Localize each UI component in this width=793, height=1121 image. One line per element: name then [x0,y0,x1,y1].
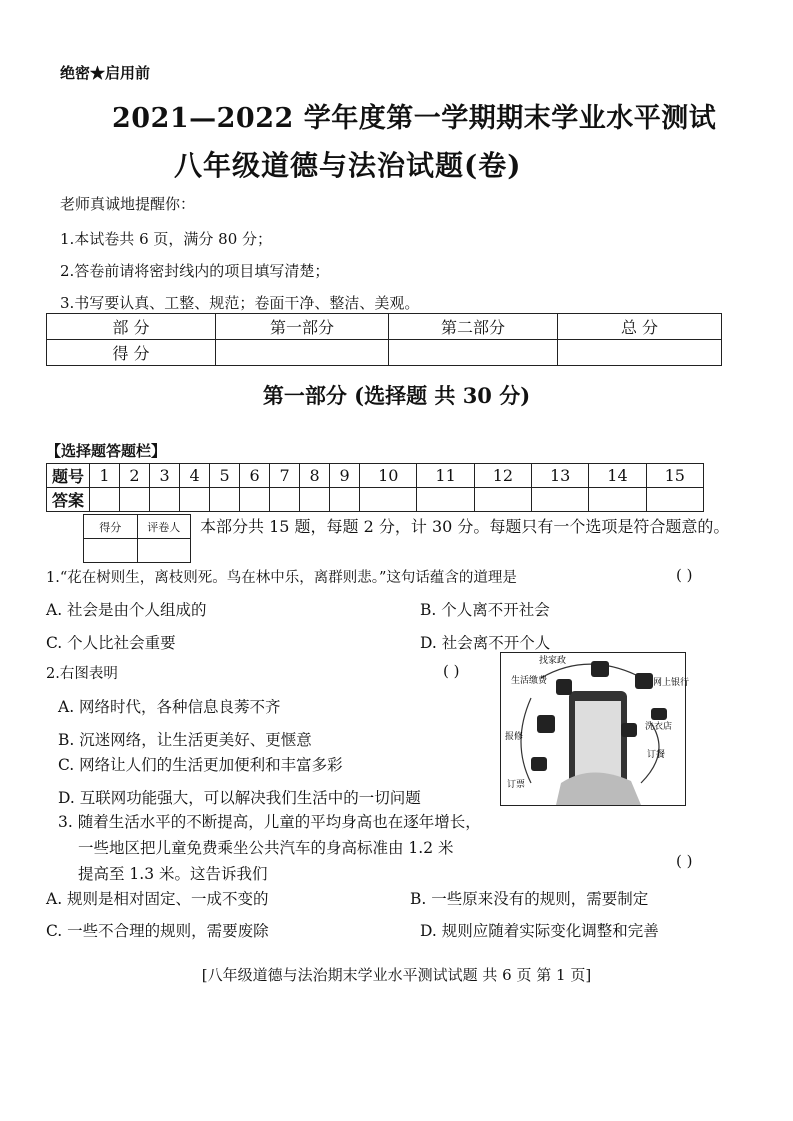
option: A. 规则是相对固定、一成不变的 [46,890,269,908]
figure-label: 找家政 [539,656,567,666]
answer-cell[interactable] [90,488,120,512]
bill-icon [556,679,572,695]
question-number-cell: 9 [330,464,360,488]
page-footer: [八年级道德与法治期末学业水平测试试题 共 6 页 第 1 页] [201,966,592,984]
answer-cell[interactable] [589,488,646,512]
answer-cell[interactable] [180,488,210,512]
figure-label: 生活缴费 [511,676,548,686]
score-table [46,313,722,366]
option: A. 社会是由个人组成的 [46,601,207,619]
reminder-item: 2.答卷前请将密封线内的项目填写清楚； [60,262,330,280]
answer-paren: ( ) [443,662,460,680]
score-header: 第二部分 [389,314,558,340]
option: B. 个人离不开社会 [420,601,550,619]
reminder-item: 1.本试卷共 6 页，满分 80 分； [60,230,273,248]
option: C. 网络让人们的生活更加便利和丰富多彩 [58,756,343,774]
answer-cell[interactable] [150,488,180,512]
grader-cell[interactable] [137,539,191,563]
confidential-label: 绝密★启用前 [60,64,151,82]
answer-cell[interactable] [300,488,330,512]
question-number-cell: 3 [150,464,180,488]
answer-cell[interactable] [417,488,474,512]
figure-label: 订餐 [647,750,666,760]
exam-subtitle: 八年级道德与法治试题(卷) [174,149,522,182]
grader-header: 得分 [84,515,138,539]
answer-cell[interactable] [532,488,589,512]
question-number-cell: 12 [474,464,531,488]
option: D. 互联网功能强大，可以解决我们生活中的一切问题 [58,789,421,807]
answer-cell[interactable] [270,488,300,512]
answer-table [46,463,704,512]
smartphone-services-figure [500,652,690,806]
part1-intro: 本部分共 15 题，每题 2 分，计 30 分。每题只有一个选项是符合题意的。 [200,517,730,536]
grader-cell[interactable] [84,539,138,563]
question-stem: 2.右图表明 [46,666,118,682]
score-cell[interactable] [216,340,389,366]
answer-box-label: 【选择题答题栏】 [46,442,167,460]
question-number-cell: 5 [210,464,240,488]
figure-drawing [501,653,690,805]
answer-cell[interactable] [646,488,703,512]
answer-cell[interactable] [360,488,417,512]
figure-label: 订票 [507,780,526,790]
option: A. 网络时代，各种信息良莠不齐 [58,698,281,716]
option: D. 社会离不开个人 [420,634,551,652]
exam-title: 2021—2022 学年度第一学期期末学业水平测试 [112,103,717,134]
figure-label: 报修 [505,732,524,742]
option: C. 个人比社会重要 [46,634,176,652]
question-number-cell: 2 [120,464,150,488]
figure-label: 网上银行 [653,678,690,688]
laundry-icon [651,708,667,720]
question-stem: 3. 随着生活水平的不断提高，儿童的平均身高也在逐年增长， [58,813,481,831]
question-number-cell: 14 [589,464,646,488]
score-cell[interactable] [558,340,722,366]
answer-cell[interactable] [240,488,270,512]
reminder-heading: 老师真诚地提醒你： [60,195,196,213]
question-stem: 一些地区把儿童免费乘坐公共汽车的身高标准由 1.2 米 [78,839,454,857]
question-number-cell: 10 [360,464,417,488]
housekeeping-icon [591,661,609,677]
score-header: 总 分 [558,314,722,340]
question-number-cell: 7 [270,464,300,488]
answer-cell[interactable] [120,488,150,512]
answer-row-label: 答案 [47,488,90,512]
bank-icon [635,673,653,689]
food-order-icon [621,723,637,737]
answer-cell[interactable] [330,488,360,512]
part1-title: 第一部分 (选择题 共 30 分) [262,383,531,408]
question-number-cell: 4 [180,464,210,488]
question-stem: 提高至 1.3 米。这告诉我们 [78,865,268,883]
option: B. 一些原来没有的规则，需要制定 [410,890,649,908]
score-header: 第一部分 [216,314,389,340]
question-number-cell: 15 [646,464,703,488]
question-number-cell: 1 [90,464,120,488]
score-header: 部 分 [47,314,216,340]
ticket-icon [531,757,547,771]
answer-paren: ( ) [676,852,693,870]
grader-table [83,514,191,563]
question-number-cell: 13 [532,464,589,488]
reminder-item: 3.书写要认真、工整、规范；卷面干净、整洁、美观。 [60,294,420,312]
option: B. 沉迷网络，让生活更美好、更惬意 [58,731,312,749]
question-number-cell: 6 [240,464,270,488]
grader-header: 评卷人 [137,515,191,539]
answer-cell[interactable] [210,488,240,512]
answer-paren: ( ) [676,566,693,584]
answer-cell[interactable] [474,488,531,512]
answer-row-label: 题号 [47,464,90,488]
option: C. 一些不合理的规则，需要废除 [46,922,269,940]
score-cell[interactable] [389,340,558,366]
figure-label: 洗衣店 [645,722,673,732]
option: D. 规则应随着实际变化调整和完善 [420,922,659,940]
question-number-cell: 11 [417,464,474,488]
question-stem: 1.“花在树则生，离枝则死。鸟在林中乐，离群则悲。”这句话蕴含的道理是 [46,570,517,586]
score-row-label: 得 分 [47,340,216,366]
question-number-cell: 8 [300,464,330,488]
repair-icon [537,715,555,733]
